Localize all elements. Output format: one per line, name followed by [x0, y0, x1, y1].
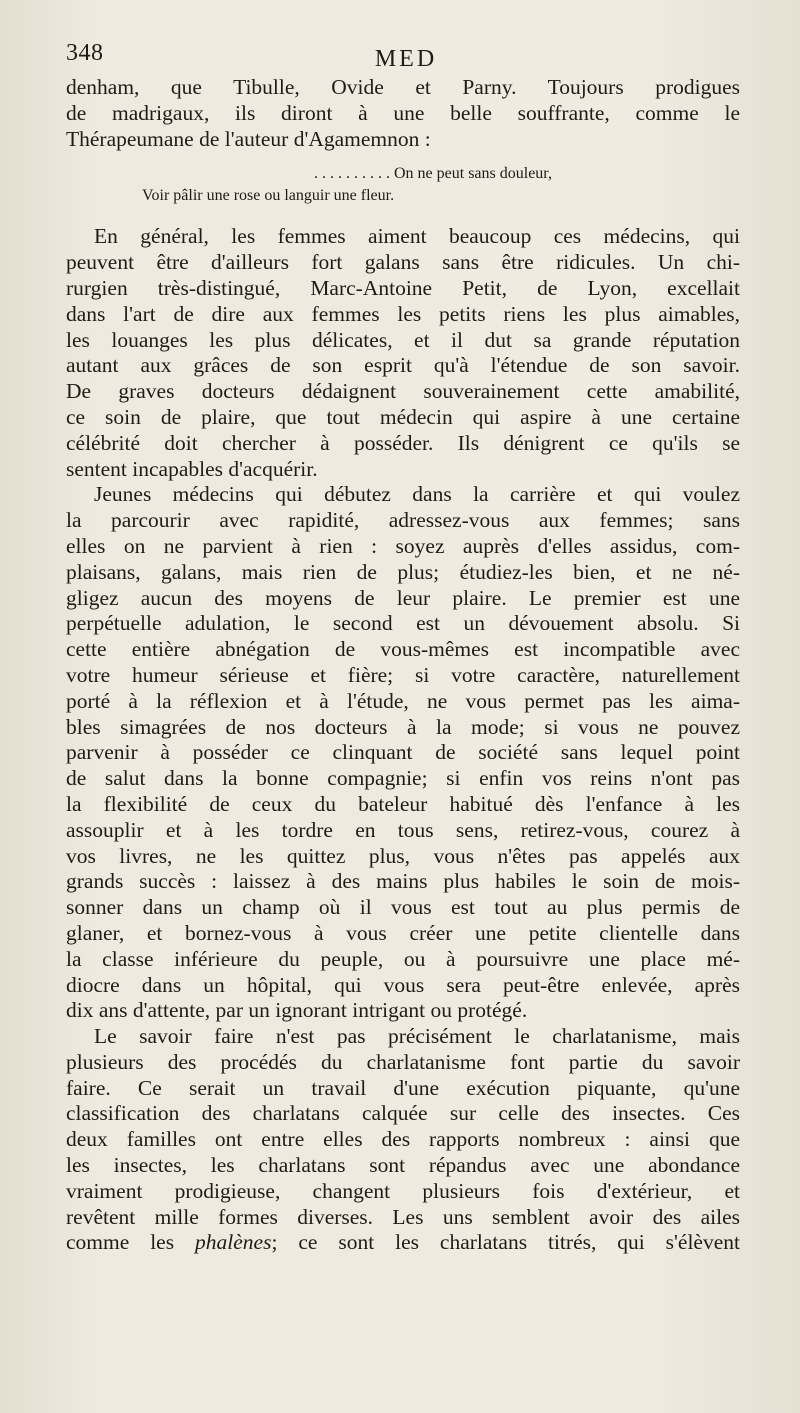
paragraph-intro [66, 75, 740, 152]
text-line: perpétuelle adulation, le second est un dévouement absolu. Si [66, 611, 740, 636]
text-line: ce soin de plaire, que tout médecin qui aspire à une certaine [66, 404, 740, 429]
text-line: glaner, et bornez-vous à vous créer une petite clientelle dans [66, 920, 740, 945]
running-head: MED [374, 46, 438, 72]
text-run: ; ce sont les charlatans titrés, qui s'élèvent [271, 1230, 740, 1255]
text-line: la flexibilité de ceux du bateleur habitué dès l'enfance à les [66, 791, 740, 816]
page-number: 348 [66, 40, 104, 66]
text-line: les louanges les plus délicates, et il dut sa grande réputation [66, 327, 740, 352]
page-body [66, 75, 740, 1256]
text-line: faire. Ce serait un travail d'une exécution piquante, qu'une [66, 1075, 740, 1100]
text-line: les insectes, les charlatans sont répandus avec une abondance [66, 1153, 740, 1178]
text-line: dans l'art de dire aux femmes les petits riens les plus aimables, [66, 301, 740, 326]
text-line: cette entière abnégation de vous-mêmes est incompatible avec [66, 637, 740, 662]
text-line: assouplir et à les tordre en tous sens, retirez-vous, courez à [66, 817, 740, 842]
text-line: porté à la réflexion et à l'étude, ne vous permet pas les aima- [66, 688, 740, 713]
page-header [66, 40, 746, 80]
text-line: Jeunes médecins qui débutez dans la carrière et qui voulez [94, 482, 740, 507]
text-line: bles simagrées de nos docteurs à la mode; si vous ne pouvez [66, 714, 740, 739]
paragraph-young-doctors [66, 482, 740, 1024]
italic-word: phalènes [195, 1230, 272, 1255]
text-line: En général, les femmes aiment beaucoup ces médecins, qui [94, 224, 740, 249]
text-line: denham, que Tibulle, Ovide et Parny. Toujours prodigues [66, 75, 740, 99]
text-run: comme les [66, 1230, 196, 1255]
text-line: classification des charlatans calquée sur celle des insectes. Ces [66, 1101, 740, 1126]
text-line: vos livres, ne les quittez plus, vous n'êtes pas appelés aux [66, 843, 740, 868]
text-line: peuvent être d'ailleurs fort galans sans être ridicules. Un chi- [66, 250, 740, 275]
text-line: la parcourir avec rapidité, adressez-vous aux femmes; sans [66, 508, 740, 533]
text-line: autant aux grâces de son esprit qu'à l'étendue de son savoir. [66, 353, 740, 378]
text-line: de salut dans la bonne compagnie; si enfin vos reins n'ont pas [66, 766, 740, 791]
text-line: Thérapeumane de l'auteur d'Agamemnon : [66, 126, 431, 151]
verse-quote [66, 160, 740, 218]
text-line: gligez aucun des moyens de leur plaire. Le premier est une [66, 585, 740, 610]
verse-line: . . . . . . . . . . On ne peut sans douleur, [314, 165, 552, 183]
text-line: plusieurs des procédés du charlatanisme font partie du savoir [66, 1049, 740, 1074]
text-line: la classe inférieure du peuple, ou à poursuivre une place mé- [66, 946, 740, 971]
text-line: sonner dans un champ où il vous est tout au plus permis de [66, 895, 740, 920]
text-line: elles on ne parvient à rien : soyez auprès d'elles assidus, com- [66, 533, 740, 558]
text-line: rurgien très-distingué, Marc-Antoine Petit, de Lyon, excellait [66, 275, 740, 300]
text-line: dix ans d'attente, par un ignorant intrigant ou protégé. [66, 998, 528, 1023]
text-line: célébrité doit chercher à posséder. Ils dénigrent ce qu'ils se [66, 430, 740, 455]
text-line: plaisans, galans, mais rien de plus; étudiez-les bien, et ne né- [66, 559, 740, 584]
text-line: Le savoir faire n'est pas précisément le charlatanisme, mais [94, 1024, 740, 1049]
text-line: revêtent mille formes diverses. Les uns semblent avoir des ailes [66, 1204, 740, 1229]
text-line: vraiment prodigieuse, changent plusieurs fois d'extérieur, et [66, 1178, 740, 1203]
text-line: grands succès : laissez à des mains plus habiles le soin de mois- [66, 869, 740, 894]
text-line-final [66, 1230, 740, 1256]
text-line: sentent incapables d'acquérir. [66, 456, 318, 481]
paragraph-charlatanism [66, 1024, 740, 1256]
text-line: votre humeur sérieuse et fière; si votre caractère, naturellement [66, 662, 740, 687]
verse-line: Voir pâlir une rose ou languir une fleur. [142, 187, 395, 205]
text-line: De graves docteurs dédaignent souverainement cette amabilité, [66, 379, 740, 404]
text-line: deux familles ont entre elles des rapports nombreux : ainsi que [66, 1127, 740, 1152]
paragraph-women-doctors [66, 224, 740, 482]
text-line: parvenir à posséder ce clinquant de société sans lequel point [66, 740, 740, 765]
text-line: diocre dans un hôpital, qui vous sera peut-être enlevée, après [66, 972, 740, 997]
text-line: de madrigaux, ils diront à une belle souffrante, comme le [66, 100, 740, 125]
